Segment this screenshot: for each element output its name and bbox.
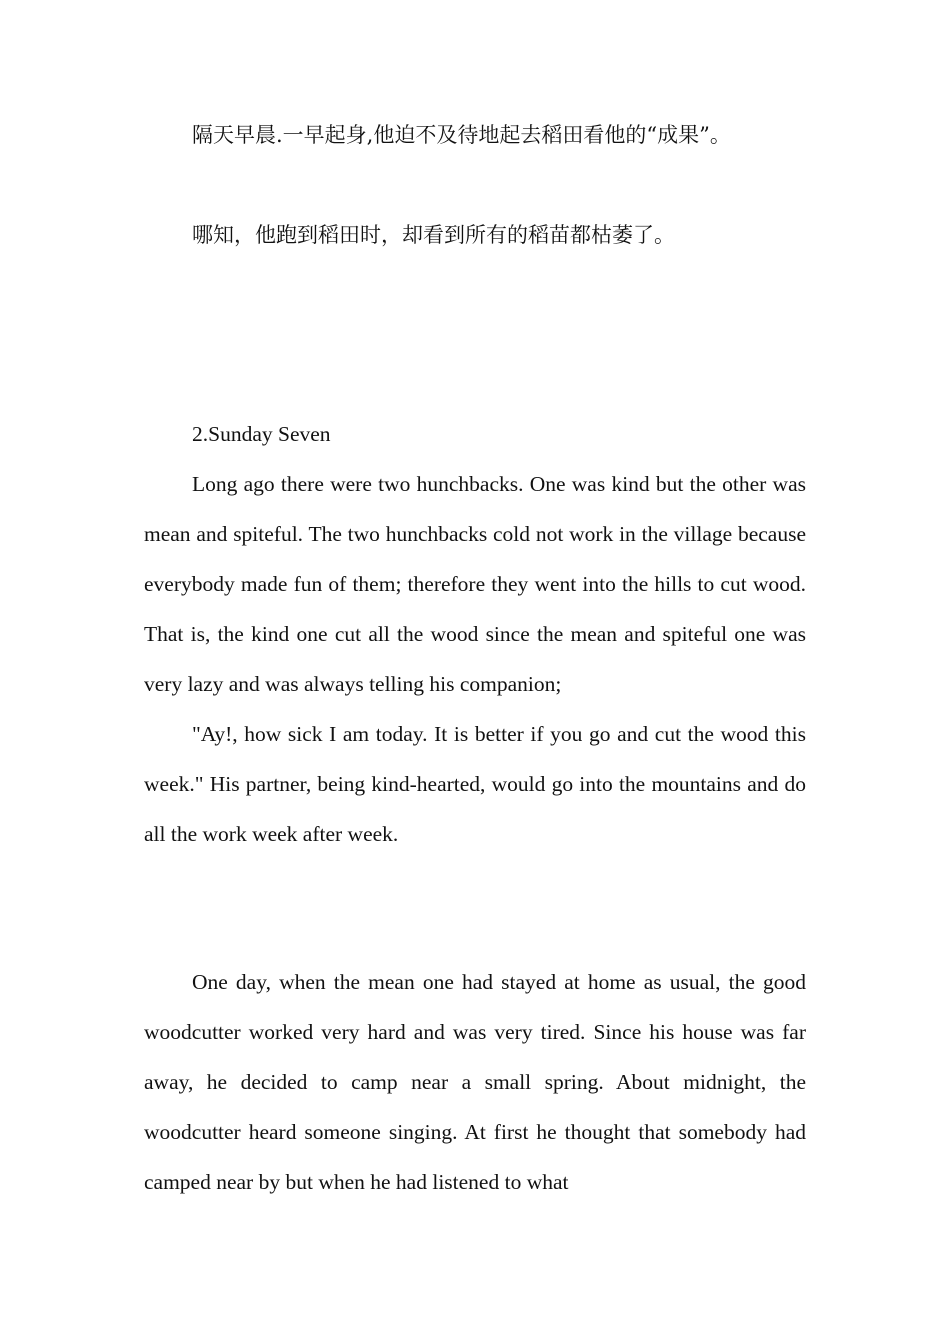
story-heading-block: [144, 409, 806, 459]
story-section-b: [144, 957, 806, 1207]
story-heading: 2.Sunday Seven: [192, 422, 331, 446]
story-section-a: [144, 459, 806, 859]
chinese-paragraph-1: 隔天早晨.一早起身,他迫不及待地起去稻田看他的“成果”。: [192, 123, 731, 147]
story-paragraph-2: "Ay!, how sick I am today. It is better if you go and cut the wood this week." His partner, being kind-hearted, would go into the mountains and do all the work week after week.: [144, 722, 806, 846]
story-paragraph-1: Long ago there were two hunchbacks. One was kind but the other was mean and spiteful. The two hunchbacks cold not work in the village because everybody made fun of them; therefore they went into the hills to cut wood. That is, the kind one cut all the wood since the mean and spiteful one was very lazy and was always telling his companion;: [144, 472, 806, 696]
chinese-paragraph-2: 哪知，他跑到稻田时，却看到所有的稻苗都枯萎了。: [192, 223, 675, 247]
story-paragraph-3: One day, when the mean one had stayed at home as usual, the good woodcutter worked very hard and was very tired. Since his house was far away, he decided to camp near a small spring. About midnight, the woodcutter heard someone singing. At first he thought that somebody had camped near by but when he had listened to what: [144, 970, 806, 1194]
